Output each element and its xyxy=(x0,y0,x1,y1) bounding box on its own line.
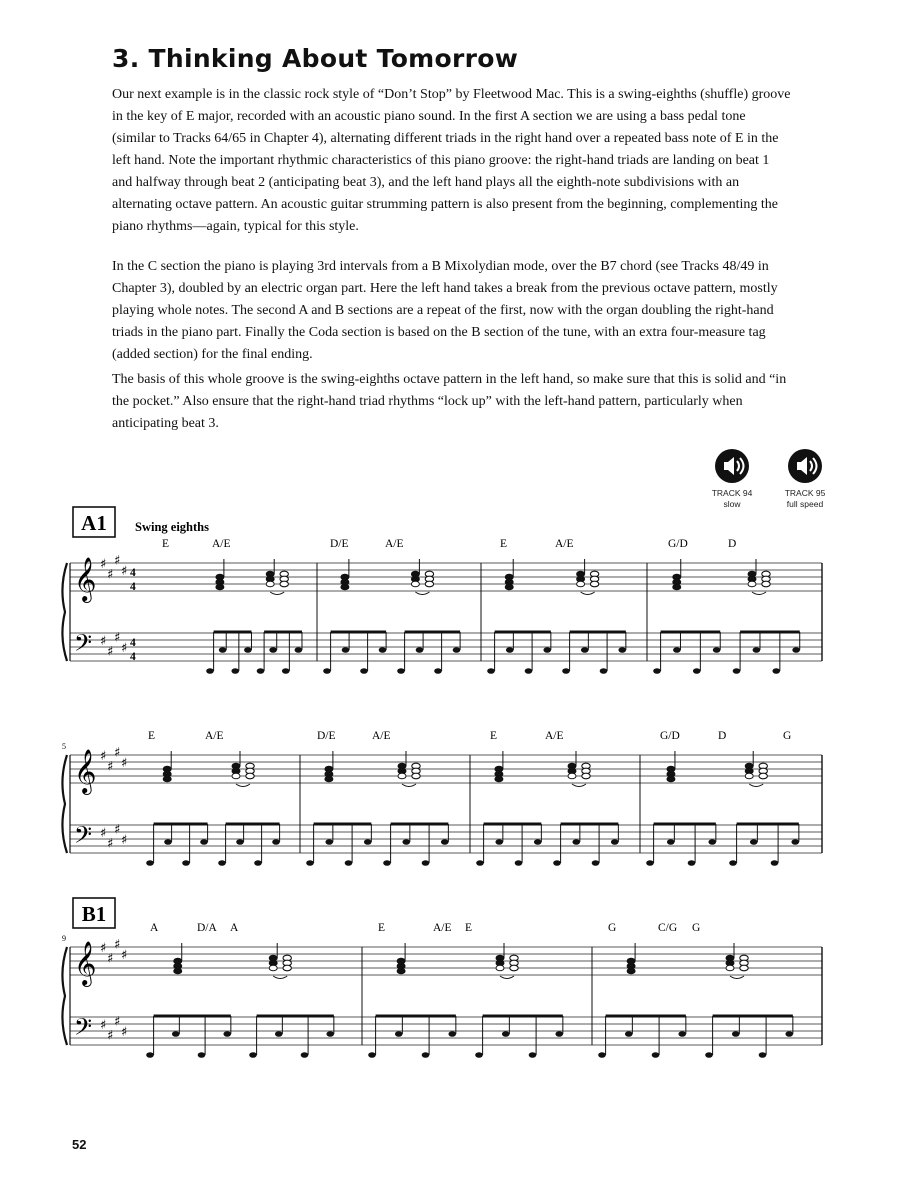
sharp-icon: ♯ xyxy=(114,553,121,569)
chord-symbol: C/G xyxy=(658,922,678,934)
notehead xyxy=(673,647,681,653)
notehead xyxy=(525,668,533,674)
chord-symbol: E xyxy=(465,922,473,934)
notehead xyxy=(341,584,349,590)
time-signature-top: 4 xyxy=(130,567,136,579)
sharp-icon: ♯ xyxy=(114,630,121,646)
track-94-number: TRACK 94 xyxy=(711,488,753,498)
chord-symbol: G xyxy=(692,922,701,934)
sharp-icon: ♯ xyxy=(100,749,107,764)
tie xyxy=(415,592,429,595)
tie xyxy=(236,784,250,787)
notehead xyxy=(759,1052,767,1058)
notehead xyxy=(487,668,495,674)
tie xyxy=(500,976,514,979)
notehead xyxy=(476,860,484,866)
notehead xyxy=(246,773,254,779)
sharp-icon: ♯ xyxy=(107,759,114,775)
notehead xyxy=(543,647,551,653)
chord-symbol: G xyxy=(608,922,617,934)
notehead xyxy=(280,581,288,587)
brace xyxy=(62,563,67,661)
notehead xyxy=(232,773,240,779)
notehead xyxy=(416,647,424,653)
notehead xyxy=(502,1031,510,1037)
chord-symbol: G/D xyxy=(668,538,688,550)
chord-symbol: A/E xyxy=(372,730,391,742)
chord-symbol: E xyxy=(500,538,508,550)
notehead xyxy=(572,839,580,845)
notehead xyxy=(257,668,265,674)
chord-symbol: D/E xyxy=(330,538,349,550)
measure-number: 5 xyxy=(62,742,66,751)
notehead xyxy=(164,839,172,845)
notehead xyxy=(218,860,226,866)
tie xyxy=(749,784,763,787)
notehead xyxy=(325,839,333,845)
notehead xyxy=(422,1052,430,1058)
notehead xyxy=(244,647,252,653)
notehead xyxy=(750,839,758,845)
track-95-number: TRACK 95 xyxy=(784,488,826,498)
notehead xyxy=(515,860,523,866)
notehead xyxy=(397,668,405,674)
sharp-icon: ♯ xyxy=(121,948,128,963)
notehead xyxy=(163,776,171,782)
notehead xyxy=(713,647,721,653)
page-number: 52 xyxy=(72,1137,87,1152)
treble-clef-icon: 𝄞 xyxy=(74,941,97,985)
notehead xyxy=(505,584,513,590)
chord-symbol: D xyxy=(718,730,727,742)
notehead xyxy=(732,1031,740,1037)
brace xyxy=(62,947,67,1045)
notehead xyxy=(249,1052,257,1058)
notehead xyxy=(425,581,433,587)
notehead xyxy=(172,1031,180,1037)
notehead xyxy=(772,668,780,674)
notehead xyxy=(582,773,590,779)
measure-number: 9 xyxy=(62,934,66,943)
notehead xyxy=(555,1031,563,1037)
score-system-1 xyxy=(62,507,822,674)
chord-symbol: D/A xyxy=(197,922,217,934)
chord-symbol: D/E xyxy=(317,730,336,742)
page-title: 3. Thinking About Tomorrow xyxy=(112,44,519,73)
notehead xyxy=(326,1031,334,1037)
bass-clef-icon: 𝄢 xyxy=(74,821,93,854)
notehead xyxy=(269,965,277,971)
notehead xyxy=(342,647,350,653)
notehead xyxy=(625,1031,633,1037)
tie xyxy=(581,592,595,595)
notehead xyxy=(611,839,619,845)
notehead xyxy=(748,581,756,587)
chord-symbol: A xyxy=(150,922,159,934)
notehead xyxy=(652,1052,660,1058)
time-signature-bottom: 4 xyxy=(130,581,136,593)
bass-clef-icon: 𝄢 xyxy=(74,629,93,662)
notehead xyxy=(272,839,280,845)
chord-symbol: A/E xyxy=(555,538,574,550)
notehead xyxy=(412,773,420,779)
notehead xyxy=(323,668,331,674)
notehead xyxy=(785,1031,793,1037)
notehead xyxy=(667,839,675,845)
sharp-icon: ♯ xyxy=(121,641,128,656)
sharp-icon: ♯ xyxy=(121,564,128,579)
notehead xyxy=(174,968,182,974)
sharp-icon: ♯ xyxy=(100,1018,107,1033)
notehead xyxy=(673,584,681,590)
sharp-icon: ♯ xyxy=(114,745,121,761)
chord-symbol: G/D xyxy=(660,730,680,742)
notehead xyxy=(708,839,716,845)
notehead xyxy=(581,647,589,653)
sharp-icon: ♯ xyxy=(107,951,114,967)
sharp-icon: ♯ xyxy=(121,1025,128,1040)
notehead xyxy=(364,839,372,845)
notehead xyxy=(745,773,753,779)
notehead xyxy=(496,965,504,971)
notehead xyxy=(740,965,748,971)
notehead xyxy=(627,968,635,974)
notehead xyxy=(678,1031,686,1037)
notehead xyxy=(206,668,214,674)
notehead xyxy=(283,965,291,971)
chord-symbol: G xyxy=(783,730,792,742)
sharp-icon: ♯ xyxy=(100,826,107,841)
tie xyxy=(273,976,287,979)
sharp-icon: ♯ xyxy=(114,937,121,953)
chord-symbol: A/E xyxy=(212,538,231,550)
notehead xyxy=(598,1052,606,1058)
chord-symbol: A/E xyxy=(385,538,404,550)
notehead xyxy=(216,584,224,590)
sharp-icon: ♯ xyxy=(107,836,114,852)
bass-clef-icon: 𝄢 xyxy=(74,1013,93,1046)
notehead xyxy=(368,1052,376,1058)
sharp-icon: ♯ xyxy=(121,833,128,848)
notehead xyxy=(688,860,696,866)
notehead xyxy=(146,860,154,866)
sharp-icon: ♯ xyxy=(100,557,107,572)
paragraph-groove-tips: The basis of this whole groove is the swing-eighths octave pattern in the left hand, so make sure that this is solid and “in the pocket.” Also ensure that the right-hand triad rhythms “lock up” with the left-hand pattern, particularly when anticipating beat 3. xyxy=(112,372,787,431)
tie xyxy=(402,784,416,787)
notehead xyxy=(534,839,542,845)
notehead xyxy=(771,860,779,866)
notehead xyxy=(577,581,585,587)
sharp-icon: ♯ xyxy=(100,941,107,956)
chord-symbol: E xyxy=(148,730,156,742)
notehead xyxy=(529,1052,537,1058)
rehearsal-mark-b1: B1 xyxy=(81,902,107,926)
notehead xyxy=(398,773,406,779)
notehead xyxy=(282,668,290,674)
sharp-icon: ♯ xyxy=(107,644,114,660)
notehead xyxy=(295,647,303,653)
notehead xyxy=(553,860,561,866)
notehead xyxy=(383,860,391,866)
chord-symbol: E xyxy=(378,922,386,934)
notehead xyxy=(301,1052,309,1058)
notehead xyxy=(397,968,405,974)
chord-symbol: A/E xyxy=(545,730,564,742)
time-signature-bottom: 4 xyxy=(130,651,136,663)
notehead xyxy=(453,647,461,653)
treble-clef-icon: 𝄞 xyxy=(74,749,97,793)
notehead xyxy=(200,839,208,845)
score-system-3 xyxy=(62,898,822,1058)
chord-symbol: E xyxy=(490,730,498,742)
sharp-icon: ♯ xyxy=(107,1028,114,1044)
notehead xyxy=(422,860,430,866)
notehead xyxy=(510,965,518,971)
notehead xyxy=(146,1052,154,1058)
notehead xyxy=(448,1031,456,1037)
notehead xyxy=(306,860,314,866)
chord-symbol: A/E xyxy=(433,922,452,934)
notehead xyxy=(600,668,608,674)
track-94-speed: slow xyxy=(723,499,741,509)
notehead xyxy=(254,860,262,866)
tie xyxy=(270,592,284,595)
notehead xyxy=(269,647,277,653)
notehead xyxy=(506,647,514,653)
notehead xyxy=(726,965,734,971)
notehead xyxy=(475,1052,483,1058)
chord-symbol: D xyxy=(728,538,737,550)
time-signature-top: 4 xyxy=(130,637,136,649)
notehead xyxy=(495,776,503,782)
notehead xyxy=(182,860,190,866)
notehead xyxy=(759,773,767,779)
notehead xyxy=(667,776,675,782)
tie xyxy=(730,976,744,979)
notehead xyxy=(729,860,737,866)
notehead xyxy=(590,581,598,587)
notehead xyxy=(753,647,761,653)
notehead xyxy=(705,1052,713,1058)
notehead xyxy=(345,860,353,866)
tempo-marking: Swing eighths xyxy=(135,520,209,534)
treble-clef-icon: 𝄞 xyxy=(74,557,97,601)
notehead xyxy=(275,1031,283,1037)
notehead xyxy=(562,668,570,674)
notehead xyxy=(360,668,368,674)
sharp-icon: ♯ xyxy=(107,567,114,583)
tie xyxy=(572,784,586,787)
rehearsal-mark-a1: A1 xyxy=(81,511,107,535)
paragraph-intro: Our next example is in the classic rock style of “Don’t Stop” by Fleetwood Mac. This is a swing-eighths (shuffle) groove in the key of E major, recorded with an acoustic piano sound. In the first A section we are using a bass pedal tone (similar to Tracks 64/65 in Chapter 4), alternating different triads in the right hand over a repeated bass note of E in the left hand. Note the important rhythmic characteristics of this piano groove: the right-hand triads are landing on beat 1 and halfway through beat 2 (anticipating beat 3), and the left hand plays all the eighth-note subdivisions with an alternating octave pattern. An acoustic guitar strumming pattern is also present from the beginning, complementing the piano rhythms—again, typical for this style. xyxy=(112,87,791,234)
notehead xyxy=(236,839,244,845)
notehead xyxy=(379,647,387,653)
notehead xyxy=(733,668,741,674)
notehead xyxy=(592,860,600,866)
chord-symbol: E xyxy=(162,538,170,550)
notehead xyxy=(198,1052,206,1058)
notehead xyxy=(653,668,661,674)
tie xyxy=(752,592,766,595)
notehead xyxy=(411,581,419,587)
notehead xyxy=(231,668,239,674)
notehead xyxy=(223,1031,231,1037)
notehead xyxy=(219,647,227,653)
brace xyxy=(62,755,67,853)
sharp-icon: ♯ xyxy=(114,1014,121,1030)
sharp-icon: ♯ xyxy=(100,634,107,649)
notehead xyxy=(266,581,274,587)
track-95-speed: full speed xyxy=(786,499,824,509)
notehead xyxy=(568,773,576,779)
notehead xyxy=(646,860,654,866)
notehead xyxy=(762,581,770,587)
notehead xyxy=(791,839,799,845)
chord-symbol: A xyxy=(230,922,239,934)
notehead xyxy=(792,647,800,653)
notehead xyxy=(495,839,503,845)
notehead xyxy=(693,668,701,674)
chord-symbol: A/E xyxy=(205,730,224,742)
notehead xyxy=(441,839,449,845)
sharp-icon: ♯ xyxy=(121,756,128,771)
notehead xyxy=(434,668,442,674)
paragraph-c-section: In the C section the piano is playing 3rd intervals from a B Mixolydian mode, over the B7 chord (see Tracks 48/49 in Chapter 3), doubled by an electric organ part. Here the left hand takes a break from the previous octave pattern, mostly playing whole notes. The second A and B sections are a repeat of the first, now with the organ doubling the right-hand triads in the piano part. Finally the Coda section is based on the B section of the tune, with an extra four-measure tag (added section) for the final ending. xyxy=(112,259,778,362)
score-system-2 xyxy=(62,730,822,866)
notehead xyxy=(325,776,333,782)
notehead xyxy=(618,647,626,653)
notehead xyxy=(402,839,410,845)
notehead xyxy=(395,1031,403,1037)
sharp-icon: ♯ xyxy=(114,822,121,838)
